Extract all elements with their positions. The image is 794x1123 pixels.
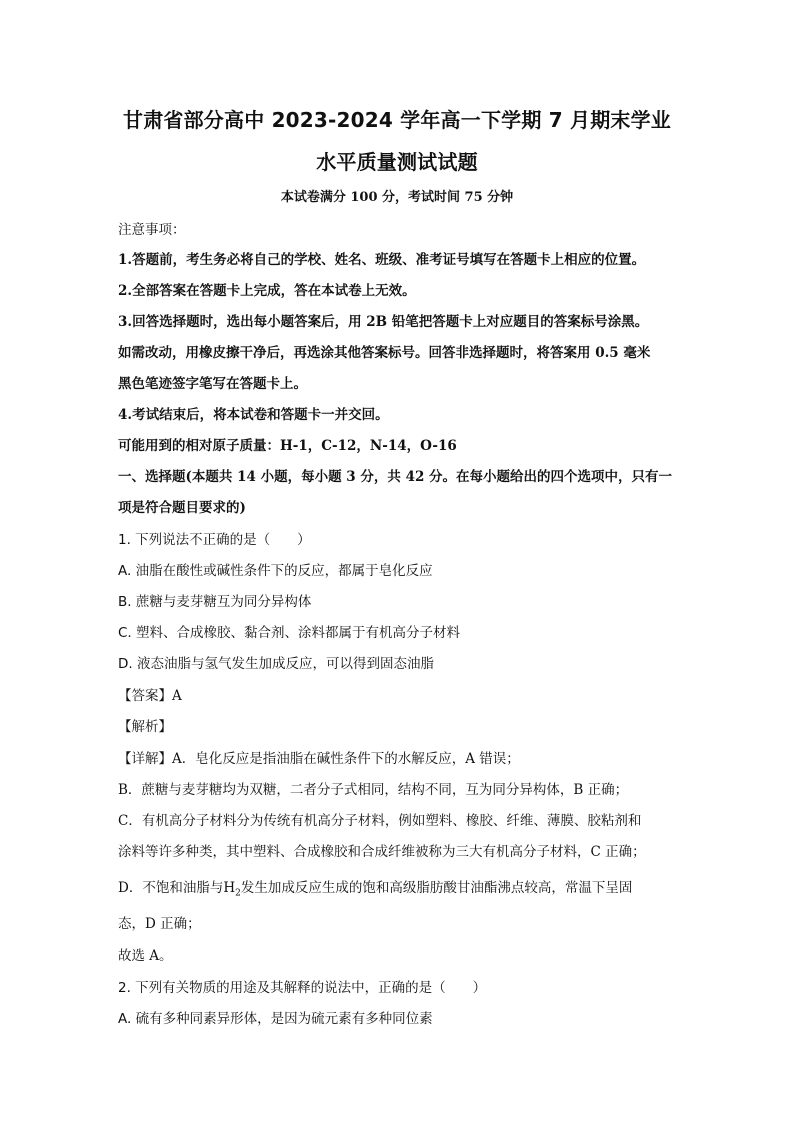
atomic-masses: 可能用到的相对原子质量：H-1，C-12，N-14，O-16 — [118, 438, 457, 454]
question-1-detail-4: 涂料等许多种类，其中塑料、合成橡胶和合成纤维被称为三大有机高分子材料，C 正确； — [118, 844, 646, 860]
section-heading-line-1: 一、选择题(本题共 14 小题，每小题 3 分，共 42 分。在每小题给出的四个选项中，只有一 — [118, 469, 673, 485]
question-1-conclusion: 故选 A。 — [118, 948, 173, 964]
question-1-detail-3: C．有机高分子材料分为传统有机高分子材料，例如塑料、橡胶、纤维、薄膜、胶粘剂和 — [118, 813, 642, 829]
question-1-option-c: C. 塑料、合成橡胶、黏合剂、涂料都属于有机高分子材料 — [118, 625, 461, 641]
question-1-answer: 【答案】A — [118, 688, 182, 704]
h2-formula: $H_2$ — [223, 880, 241, 899]
notice-3-cont-1: 如需改动，用橡皮擦干净后，再选涂其他答案标号。回答非选择题时，将答案用 0.5 毫米 — [118, 345, 651, 361]
exam-subtitle: 本试卷满分 100 分，考试时间 75 分钟 — [280, 190, 514, 205]
question-2-option-a: A. 硫有多种同素异形体，是因为硫元素有多种同位素 — [118, 1011, 433, 1027]
notice-3: 3.回答选择题时，选出每小题答案后，用 2B 铅笔把答题卡上对应题目的答案标号涂黑。 — [118, 314, 649, 330]
question-1-detail-1: 【详解】A．皂化反应是指油脂在碱性条件下的水解反应，A 错误； — [118, 751, 520, 767]
question-1-analysis-label: 【解析】 — [118, 719, 172, 735]
question-1-stem: 1. 下列说法不正确的是（ ） — [118, 532, 311, 548]
notice-2: 2.全部答案在答题卡上完成，答在本试卷上无效。 — [118, 283, 416, 299]
question-1-option-b: B. 蔗糖与麦芽糖互为同分异构体 — [118, 594, 312, 610]
section-heading-line-2: 项是符合题目要求的) — [118, 500, 246, 516]
notice-1: 1.答题前，考生务必将自己的学校、姓名、班级、准考证号填写在答题卡上相应的位置。 — [118, 252, 646, 268]
exam-title-line-1: 甘肃省部分高中 2023-2024 学年高一下学期 7 月期末学业 — [123, 108, 671, 132]
question-2-stem: 2. 下列有关物质的用途及其解释的说法中，正确的是（ ） — [118, 980, 487, 996]
detail-5-prefix: D．不饱和油脂与 — [118, 880, 224, 896]
question-1-detail-2: B．蔗糖与麦芽糖均为双糖，二者分子式相同，结构不同，互为同分异构体，B 正确； — [118, 782, 629, 798]
exam-title-line-2: 水平质量测试试题 — [316, 150, 478, 174]
detail-5-suffix: 发生加成反应生成的饱和高级脂肪酸甘油酯沸点较高，常温下呈固 — [240, 880, 633, 896]
notice-4: 4.考试结束后，将本试卷和答题卡一并交回。 — [118, 407, 389, 423]
notice-3-cont-2: 黑色笔迹签字笔写在答题卡上。 — [118, 376, 307, 392]
notice-heading: 注意事项： — [118, 222, 186, 238]
question-1-option-d: D. 液态油脂与氢气发生加成反应，可以得到固态油脂 — [118, 656, 434, 672]
question-1-option-a: A. 油脂在酸性或碱性条件下的反应，都属于皂化反应 — [118, 563, 433, 579]
question-1-detail-5 — [118, 876, 632, 899]
question-1-detail-6: 态，D 正确； — [118, 916, 201, 932]
